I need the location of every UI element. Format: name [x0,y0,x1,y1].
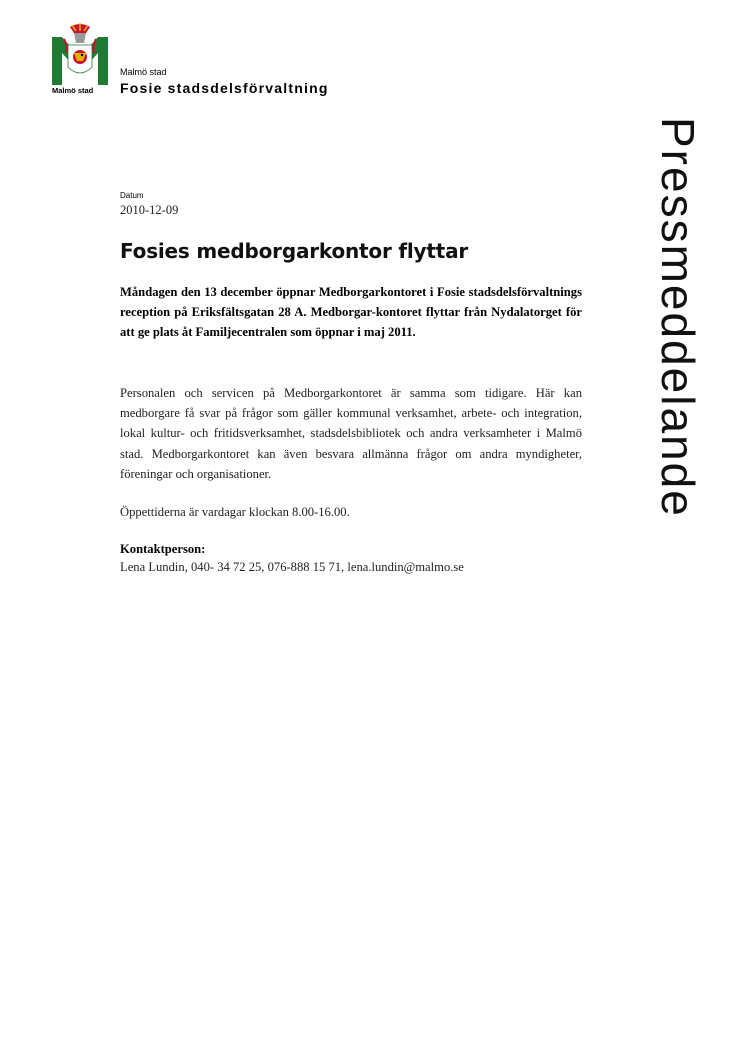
document-type-title: Pressmeddelande [652,117,704,518]
contact-label: Kontaktperson: [120,542,206,556]
city-name: Malmö stad [120,67,167,77]
organization-name: Fosie stadsdelsförvaltning [120,80,329,96]
headline: Fosies medborgarkontor flyttar [120,239,469,263]
logo-caption: Malmö stad [52,86,94,95]
opening-hours: Öppettiderna är vardagar klockan 8.00-16.00. [120,505,350,519]
coat-of-arms-icon [52,23,108,85]
lead-paragraph: Måndagen den 13 december öppnar Medborgarkontoret i Fosie stadsdelsförvaltnings reception på Eriksfältsgatan 28 A. Medborgar-kontoret flyttar från Nydalatorget för att ge plats åt Familjecentralen som öppnar i maj 2011. [120,285,582,340]
contact-details: Lena Lundin, 040- 34 72 25, 076-888 15 71, lena.lundin@malmo.se [120,560,464,574]
body-paragraph: Personalen och servicen på Medborgarkontoret är samma som tidigare. Här kan medborgare få svar på frågor som gäller kommunal verksamhet, arbete- och integration, lokal kultur- och fritidsverksamhet, stadsdelsbibliotek och andra verksamheter i Malmö stad. Medborgarkontoret kan även besvara allmänna frågor om andra myndigheter, föreningar och organisationer. [120,386,582,481]
date-label: Datum [120,191,144,200]
malmo-stad-logo [52,23,108,99]
date-value: 2010-12-09 [120,203,179,217]
